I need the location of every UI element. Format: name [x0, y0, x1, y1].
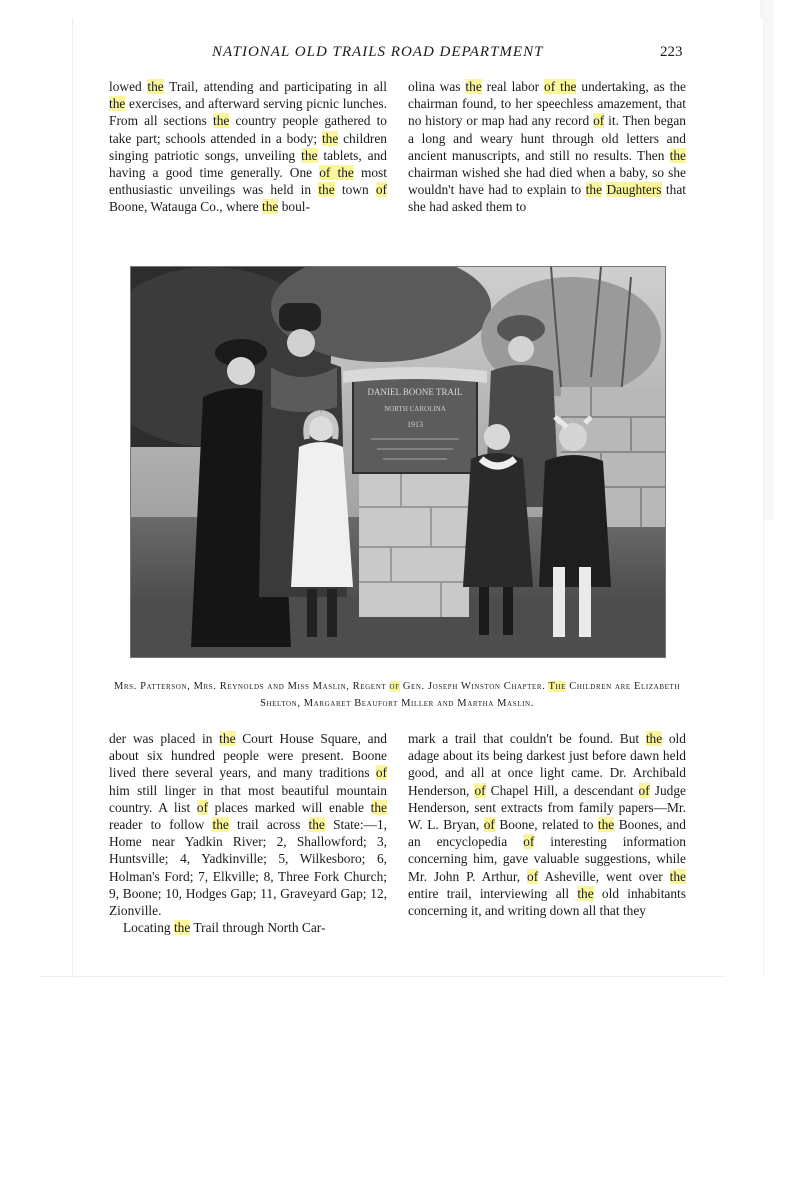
highlighted-word: the	[577, 885, 594, 901]
paragraph: Mrs. Patterson, Mrs. Reynolds and Miss Maslin, Regent of Gen. Joseph Winston Chapter. The Children are Elizabeth Shelton, Margaret Beaufort Miller and Martha Maslin.	[113, 680, 681, 709]
highlighted-word: the	[212, 113, 230, 129]
paragraph: der was placed in the Court House Square, and about six hundred people were present. Boone lived there several years, and many traditions of him still linger in that most beautiful mountain country. A list of places marked will enable the reader to follow the trail across the State:—1, Home near Yadkin River; 2, Shallowford; 3, Huntsville; 4, Yadkinville; 5, Wilkesboro; 6, Holman's Ford; 7, Elkville; 8, Three Fork Church; 9, Boone; 10, Hodges Gap; 11, Graveyard Gap; 12, Zionville.	[109, 731, 387, 919]
highlighted-word: the	[585, 182, 603, 198]
paragraph: lowed the Trail, attending and participating in all the exercises, and afterward serving picnic lunches. From all sections the country people gathered to take part; schools attended in a body; the children singing patriotic songs, unveiling the tablets, and having a good time generally. One of the most enthusiastic unveilings was held in the town of Boone, Watauga Co., where the boul-	[109, 79, 388, 215]
highlighted-word: Daughters	[606, 182, 662, 198]
highlighted-word: of	[196, 799, 209, 815]
column-top-left	[109, 78, 387, 216]
highlighted-word: the	[212, 817, 229, 833]
highlighted-word: of	[523, 834, 535, 850]
running-header: NATIONAL OLD TRAILS ROAD DEPARTMENT	[212, 44, 544, 60]
highlighted-word: the	[173, 920, 191, 936]
highlighted-word: of	[527, 868, 539, 884]
highlighted-word: of	[593, 113, 605, 129]
highlighted-word: of	[375, 182, 388, 198]
highlighted-word: of	[638, 782, 650, 798]
highlighted-word: of	[474, 782, 486, 798]
highlighted-word: of the	[544, 79, 577, 94]
highlighted-word: the	[465, 79, 482, 94]
paragraph: Locating the Trail through North Car-	[123, 920, 326, 936]
plaque-title: DANIEL BOONE TRAIL	[367, 387, 463, 397]
highlighted-word: the	[597, 817, 615, 833]
highlighted-word: of	[389, 680, 400, 692]
page-number: 223	[660, 44, 683, 60]
highlighted-word: the	[669, 147, 686, 163]
column-bottom-left	[109, 730, 387, 936]
paragraph: olina was the real labor of the undertaking, as the chairman found, to her speechless amazement, that no history or map had any record of it. Then began a long and weary hunt through old letters and ancient manuscripts, and still no results. Then the chairman wished she had died when a baby, so she wouldn't have had to explain to the Daughters that she had asked them to	[408, 79, 686, 215]
highlighted-word: of the	[319, 165, 354, 181]
highlighted-word: the	[645, 731, 663, 746]
highlighted-word: of	[375, 765, 387, 781]
photo-illustration	[131, 267, 665, 657]
page-bottom-rule	[40, 976, 726, 977]
column-bottom-right	[408, 730, 686, 919]
plaque-year: 1913	[407, 420, 423, 429]
highlighted-word: the	[308, 817, 325, 833]
highlighted-word: the	[370, 799, 387, 815]
highlighted-word: the	[669, 868, 686, 884]
photo-caption	[108, 667, 686, 722]
paragraph: mark a trail that couldn't be found. But the old adage about its being darkest just before dawn held good, and all at once light came. Dr. Archibald Henderson, of Chapel Hill, a descendant of Judge Henderson, sent extracts from family papers—Mr. W. L. Bryan, of Boone, related to the Boones, and an encyclopedia of interesting information concerning him, gave valuable suggestions, while Mr. John P. Arthur, of Asheville, went over the entire trail, interviewing all the old inhabitants concerning it, and writing down all that they	[408, 731, 686, 919]
highlighted-word: of	[483, 817, 495, 833]
highlighted-word: the	[219, 731, 236, 746]
highlighted-word: the	[318, 182, 335, 198]
highlighted-word: the	[321, 130, 339, 146]
plaque-subtitle: NORTH CAROLINA	[384, 405, 446, 413]
highlighted-word: The	[548, 680, 567, 692]
highlighted-word: the	[147, 79, 164, 94]
column-top-right	[408, 78, 686, 216]
group-photograph	[130, 266, 666, 658]
highlighted-word: the	[262, 199, 279, 215]
highlighted-word: the	[109, 96, 126, 112]
highlighted-word: the	[301, 147, 318, 163]
